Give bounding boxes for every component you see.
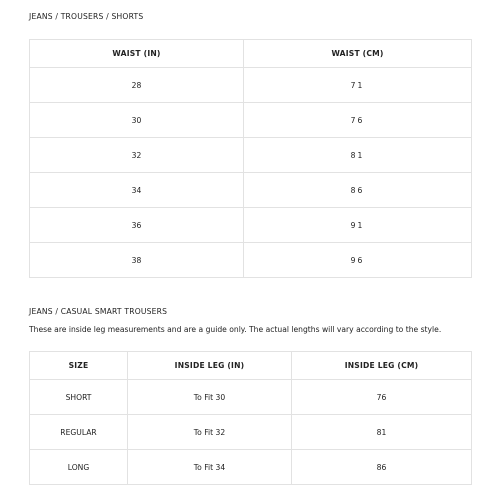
- waist-cm-cell: 81: [244, 138, 472, 173]
- size-cell: REGULAR: [30, 415, 128, 450]
- waist-cm-cell: 76: [244, 103, 472, 138]
- leg-section-note: These are inside leg measurements and are a guide only. The actual lengths will vary according to the style.: [29, 325, 442, 334]
- table-row: [30, 415, 472, 450]
- table-row: [30, 138, 472, 173]
- inside-leg-cm-cell: 86: [292, 450, 472, 485]
- table-header-row: [30, 352, 472, 380]
- inside-leg-in-cell: To Fit 32: [128, 415, 292, 450]
- column-header-waist-in: WAIST (IN): [30, 40, 244, 68]
- size-cell: SHORT: [30, 380, 128, 415]
- column-header-waist-cm: WAIST (CM): [244, 40, 472, 68]
- column-header-size: SIZE: [30, 352, 128, 380]
- waist-size-table: [29, 39, 472, 278]
- inside-leg-in-cell: To Fit 30: [128, 380, 292, 415]
- table-row: [30, 208, 472, 243]
- leg-section-title: JEANS / CASUAL SMART TROUSERS: [29, 307, 168, 316]
- table-row: [30, 380, 472, 415]
- inside-leg-cm-cell: 81: [292, 415, 472, 450]
- waist-in-cell: 32: [30, 138, 244, 173]
- waist-cm-cell: 86: [244, 173, 472, 208]
- table-row: [30, 68, 472, 103]
- waist-cm-cell: 71: [244, 68, 472, 103]
- waist-in-cell: 34: [30, 173, 244, 208]
- column-header-inside-leg-in: INSIDE LEG (IN): [128, 352, 292, 380]
- waist-section-title: JEANS / TROUSERS / SHORTS: [29, 12, 144, 21]
- table-row: [30, 173, 472, 208]
- waist-in-cell: 38: [30, 243, 244, 278]
- waist-in-cell: 28: [30, 68, 244, 103]
- inside-leg-in-cell: To Fit 34: [128, 450, 292, 485]
- waist-cm-cell: 96: [244, 243, 472, 278]
- inside-leg-cm-cell: 76: [292, 380, 472, 415]
- waist-in-cell: 30: [30, 103, 244, 138]
- waist-cm-cell: 91: [244, 208, 472, 243]
- inside-leg-table: [29, 351, 472, 485]
- table-row: [30, 243, 472, 278]
- size-cell: LONG: [30, 450, 128, 485]
- table-header-row: [30, 40, 472, 68]
- waist-in-cell: 36: [30, 208, 244, 243]
- table-row: [30, 450, 472, 485]
- table-row: [30, 103, 472, 138]
- column-header-inside-leg-cm: INSIDE LEG (CM): [292, 352, 472, 380]
